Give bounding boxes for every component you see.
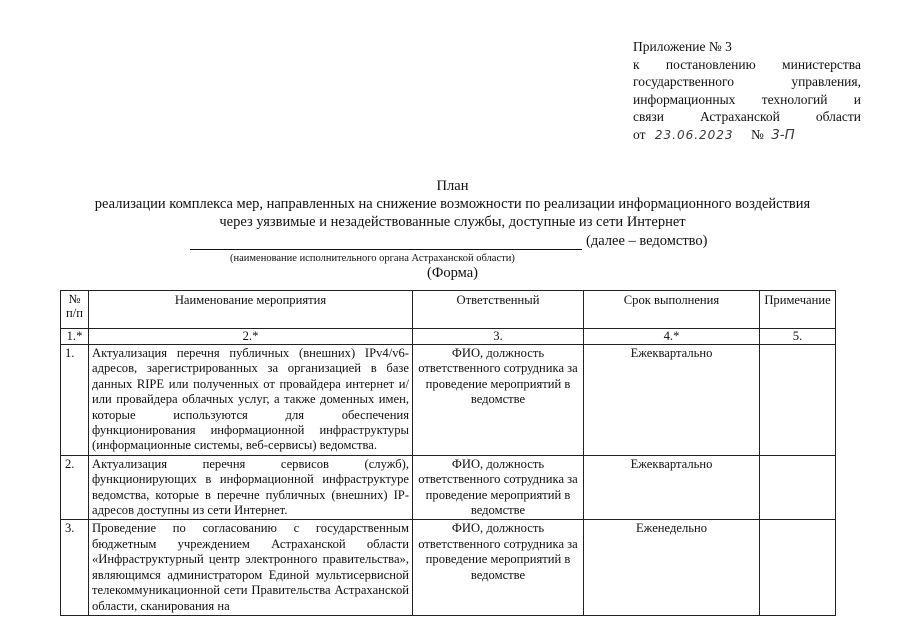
number-prefix: №: [750, 126, 764, 142]
row-note: [760, 345, 836, 456]
appendix-date-line: [633, 126, 861, 145]
row-note: [760, 455, 836, 520]
plan-subtitle-line2: через уязвимые и незадействованные службы, доступные из сети Интернет: [219, 214, 686, 230]
appendix-line: к постановлению министерства: [633, 56, 861, 72]
column-number: 1.*: [61, 329, 89, 345]
row-term: Еженедельно: [584, 520, 760, 615]
row-description: Актуализация перечня сервисов (служб), функционирующих в информационной инфраструктуре ведомства, которые в перечне публичных (внешних) IP-адресов доступны из сети Интернет.: [89, 455, 413, 520]
table-header-row: [61, 291, 836, 329]
column-number: 3.: [413, 329, 584, 345]
header-term: Срок выполнения: [584, 291, 760, 329]
handwritten-number: 3-П: [771, 126, 795, 143]
row-term: Ежеквартально: [584, 455, 760, 520]
blank-underline: [190, 236, 582, 250]
header-index: № п/п: [61, 291, 89, 329]
row-index: 1.: [61, 345, 89, 456]
row-responsible: ФИО, должность ответственного сотрудника за проведение мероприятий в ведомстве: [413, 455, 584, 520]
plan-title: План: [436, 178, 469, 194]
blank-suffix: (далее – ведомство): [586, 233, 708, 249]
date-prefix: от: [633, 126, 646, 142]
header-note: Примечание: [760, 291, 836, 329]
row-term: Ежеквартально: [584, 345, 760, 456]
column-number-row: [61, 329, 836, 345]
agency-name-blank: [190, 233, 708, 250]
row-description: Проведение по согласованию с государственным бюджетным учреждением Астраханской области «Инфраструктурный центр электронного правительства», являющимся администратором Единой мультисервисной телекоммуникационной сети Правительства Астраханской области, сканирования на: [89, 520, 413, 615]
appendix-line: связи Астраханской области: [633, 109, 861, 124]
appendix-line: Приложение № 3: [633, 39, 732, 54]
appendix-line: государственного управления,: [633, 74, 861, 89]
row-index: 2.: [61, 455, 89, 520]
blank-caption: (наименование исполнительного органа Астраханской области): [230, 253, 515, 264]
form-label: (Форма): [427, 265, 478, 281]
column-number: 4.*: [584, 329, 760, 345]
row-responsible: ФИО, должность ответственного сотрудника за проведение мероприятий в ведомстве: [413, 345, 584, 456]
row-responsible: ФИО, должность ответственного сотрудника за проведение мероприятий в ведомстве: [413, 520, 584, 615]
appendix-line: информационных технологий и: [633, 91, 861, 107]
header-activity: Наименование мероприятия: [89, 291, 413, 329]
plan-subtitle-line1: реализации комплекса мер, направленных на снижение возможности по реализации информационного воздействия: [94, 196, 811, 212]
table-row: [61, 520, 836, 615]
row-description: Актуализация перечня публичных (внешних) IPv4/v6-адресов, зарегистрированных за организацией в базе данных RIPE или полученных от провайдера интернет и/или провайдера облачных услуг, а также доменных имен, которые используются для обеспечения функционирования информационной инфраструктуры (информационные системы, веб-сервисы) ведомства.: [89, 345, 413, 456]
appendix-block: [633, 38, 861, 144]
row-index: 3.: [61, 520, 89, 615]
table-row: [61, 345, 836, 456]
table-row: [61, 455, 836, 520]
header-responsible: Ответственный: [413, 291, 584, 329]
column-number: 2.*: [89, 329, 413, 345]
handwritten-date: 23.06.2023: [654, 127, 734, 142]
column-number: 5.: [760, 329, 836, 345]
plan-table: [60, 290, 836, 616]
row-note: [760, 520, 836, 615]
